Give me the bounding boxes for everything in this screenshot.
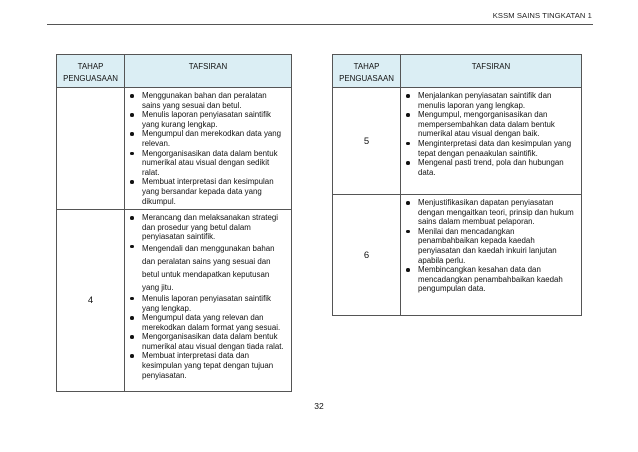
description-cell bbox=[401, 88, 582, 195]
list-item: Menulis laporan penyiasatan saintifik yang lengkap. bbox=[127, 294, 286, 313]
description-list bbox=[403, 198, 576, 294]
table-row bbox=[333, 88, 582, 195]
column-header-level bbox=[333, 55, 401, 88]
list-item: Menulis laporan penyiasatan saintifik yang kurang lengkap. bbox=[127, 110, 286, 129]
description-list bbox=[403, 91, 576, 177]
table-header-row bbox=[333, 55, 582, 88]
column-header-description-text: TAFSIRAN bbox=[188, 62, 228, 71]
level-cell: 4 bbox=[57, 210, 125, 392]
table-row bbox=[57, 88, 292, 210]
rubric-table-left bbox=[56, 54, 292, 392]
header-rule bbox=[47, 24, 593, 25]
list-item: Menggunakan bahan dan peralatan sains yang sesuai dan betul. bbox=[127, 91, 286, 110]
column-header-level bbox=[57, 55, 125, 88]
level-cell: 6 bbox=[333, 195, 401, 316]
list-item: Membuat interpretasi dan kesimpulan yang bersandar kepada data yang dikumpul. bbox=[127, 177, 286, 206]
list-item: Menginterpretasi data dan kesimpulan yang tepat dengan penaakulan saintifik. bbox=[403, 139, 576, 158]
rubric-table-right bbox=[332, 54, 582, 316]
list-item: Mengendali dan menggunakan bahan dan peralatan sains yang sesuai dan betul untuk mendapatkan keputusan yang jitu. bbox=[127, 242, 286, 294]
column-header-description-text: TAFSIRAN bbox=[471, 62, 511, 71]
list-item: Menjalankan penyiasatan saintifik dan menulis laporan yang lengkap. bbox=[403, 91, 576, 110]
list-item: Merancang dan melaksanakan strategi dan prosedur yang betul dalam penyiasatan saintifik. bbox=[127, 213, 286, 242]
description-list bbox=[127, 213, 286, 380]
list-item: Menilai dan mencadangkan penambahbaikan kepada kaedah penyiasatan dan kaedah inkuiri lanjutan apabila perlu. bbox=[403, 227, 576, 265]
list-item: Mengumpul, mengorganisasikan dan mempersembahkan data dalam bentuk numerikal atau visual dengan baik. bbox=[403, 110, 576, 139]
level-cell: 5 bbox=[333, 88, 401, 195]
column-header-description bbox=[401, 55, 582, 88]
table-row bbox=[333, 195, 582, 316]
column-header-level-text: TAHAP PENGUASAAN bbox=[63, 62, 118, 83]
list-item: Membincangkan kesahan data dan mencadangkan penambahbaikan kaedah pengumpulan data. bbox=[403, 265, 576, 294]
list-item: Membuat interpretasi data dan kesimpulan yang tepat dengan tujuan penyiasatan. bbox=[127, 351, 286, 380]
list-item: Mengorganisasikan data dalam bentuk numerikal atau visual dengan tiada ralat. bbox=[127, 332, 286, 351]
list-item: Mengorganisasikan data dalam bentuk numerikal atau visual dengan sedikit ralat. bbox=[127, 149, 286, 178]
description-cell bbox=[125, 210, 292, 392]
page-number: 32 bbox=[314, 401, 324, 411]
level-cell bbox=[57, 88, 125, 210]
description-cell bbox=[401, 195, 582, 316]
description-cell bbox=[125, 88, 292, 210]
list-item: Mengumpul data yang relevan dan merekodkan dalam format yang sesuai. bbox=[127, 313, 286, 332]
list-item: Mengumpul dan merekodkan data yang relevan. bbox=[127, 129, 286, 148]
description-list bbox=[127, 91, 286, 206]
table-header-row bbox=[57, 55, 292, 88]
list-item: Mengenal pasti trend, pola dan hubungan data. bbox=[403, 158, 576, 177]
column-header-description bbox=[125, 55, 292, 88]
table-row bbox=[57, 210, 292, 392]
column-header-level-text: TAHAP PENGUASAAN bbox=[339, 62, 394, 83]
document-header: KSSM SAINS TINGKATAN 1 bbox=[492, 11, 592, 20]
list-item: Menjustifikasikan dapatan penyiasatan dengan mengaitkan teori, prinsip dan hukum sains dalam membuat pelaporan. bbox=[403, 198, 576, 227]
